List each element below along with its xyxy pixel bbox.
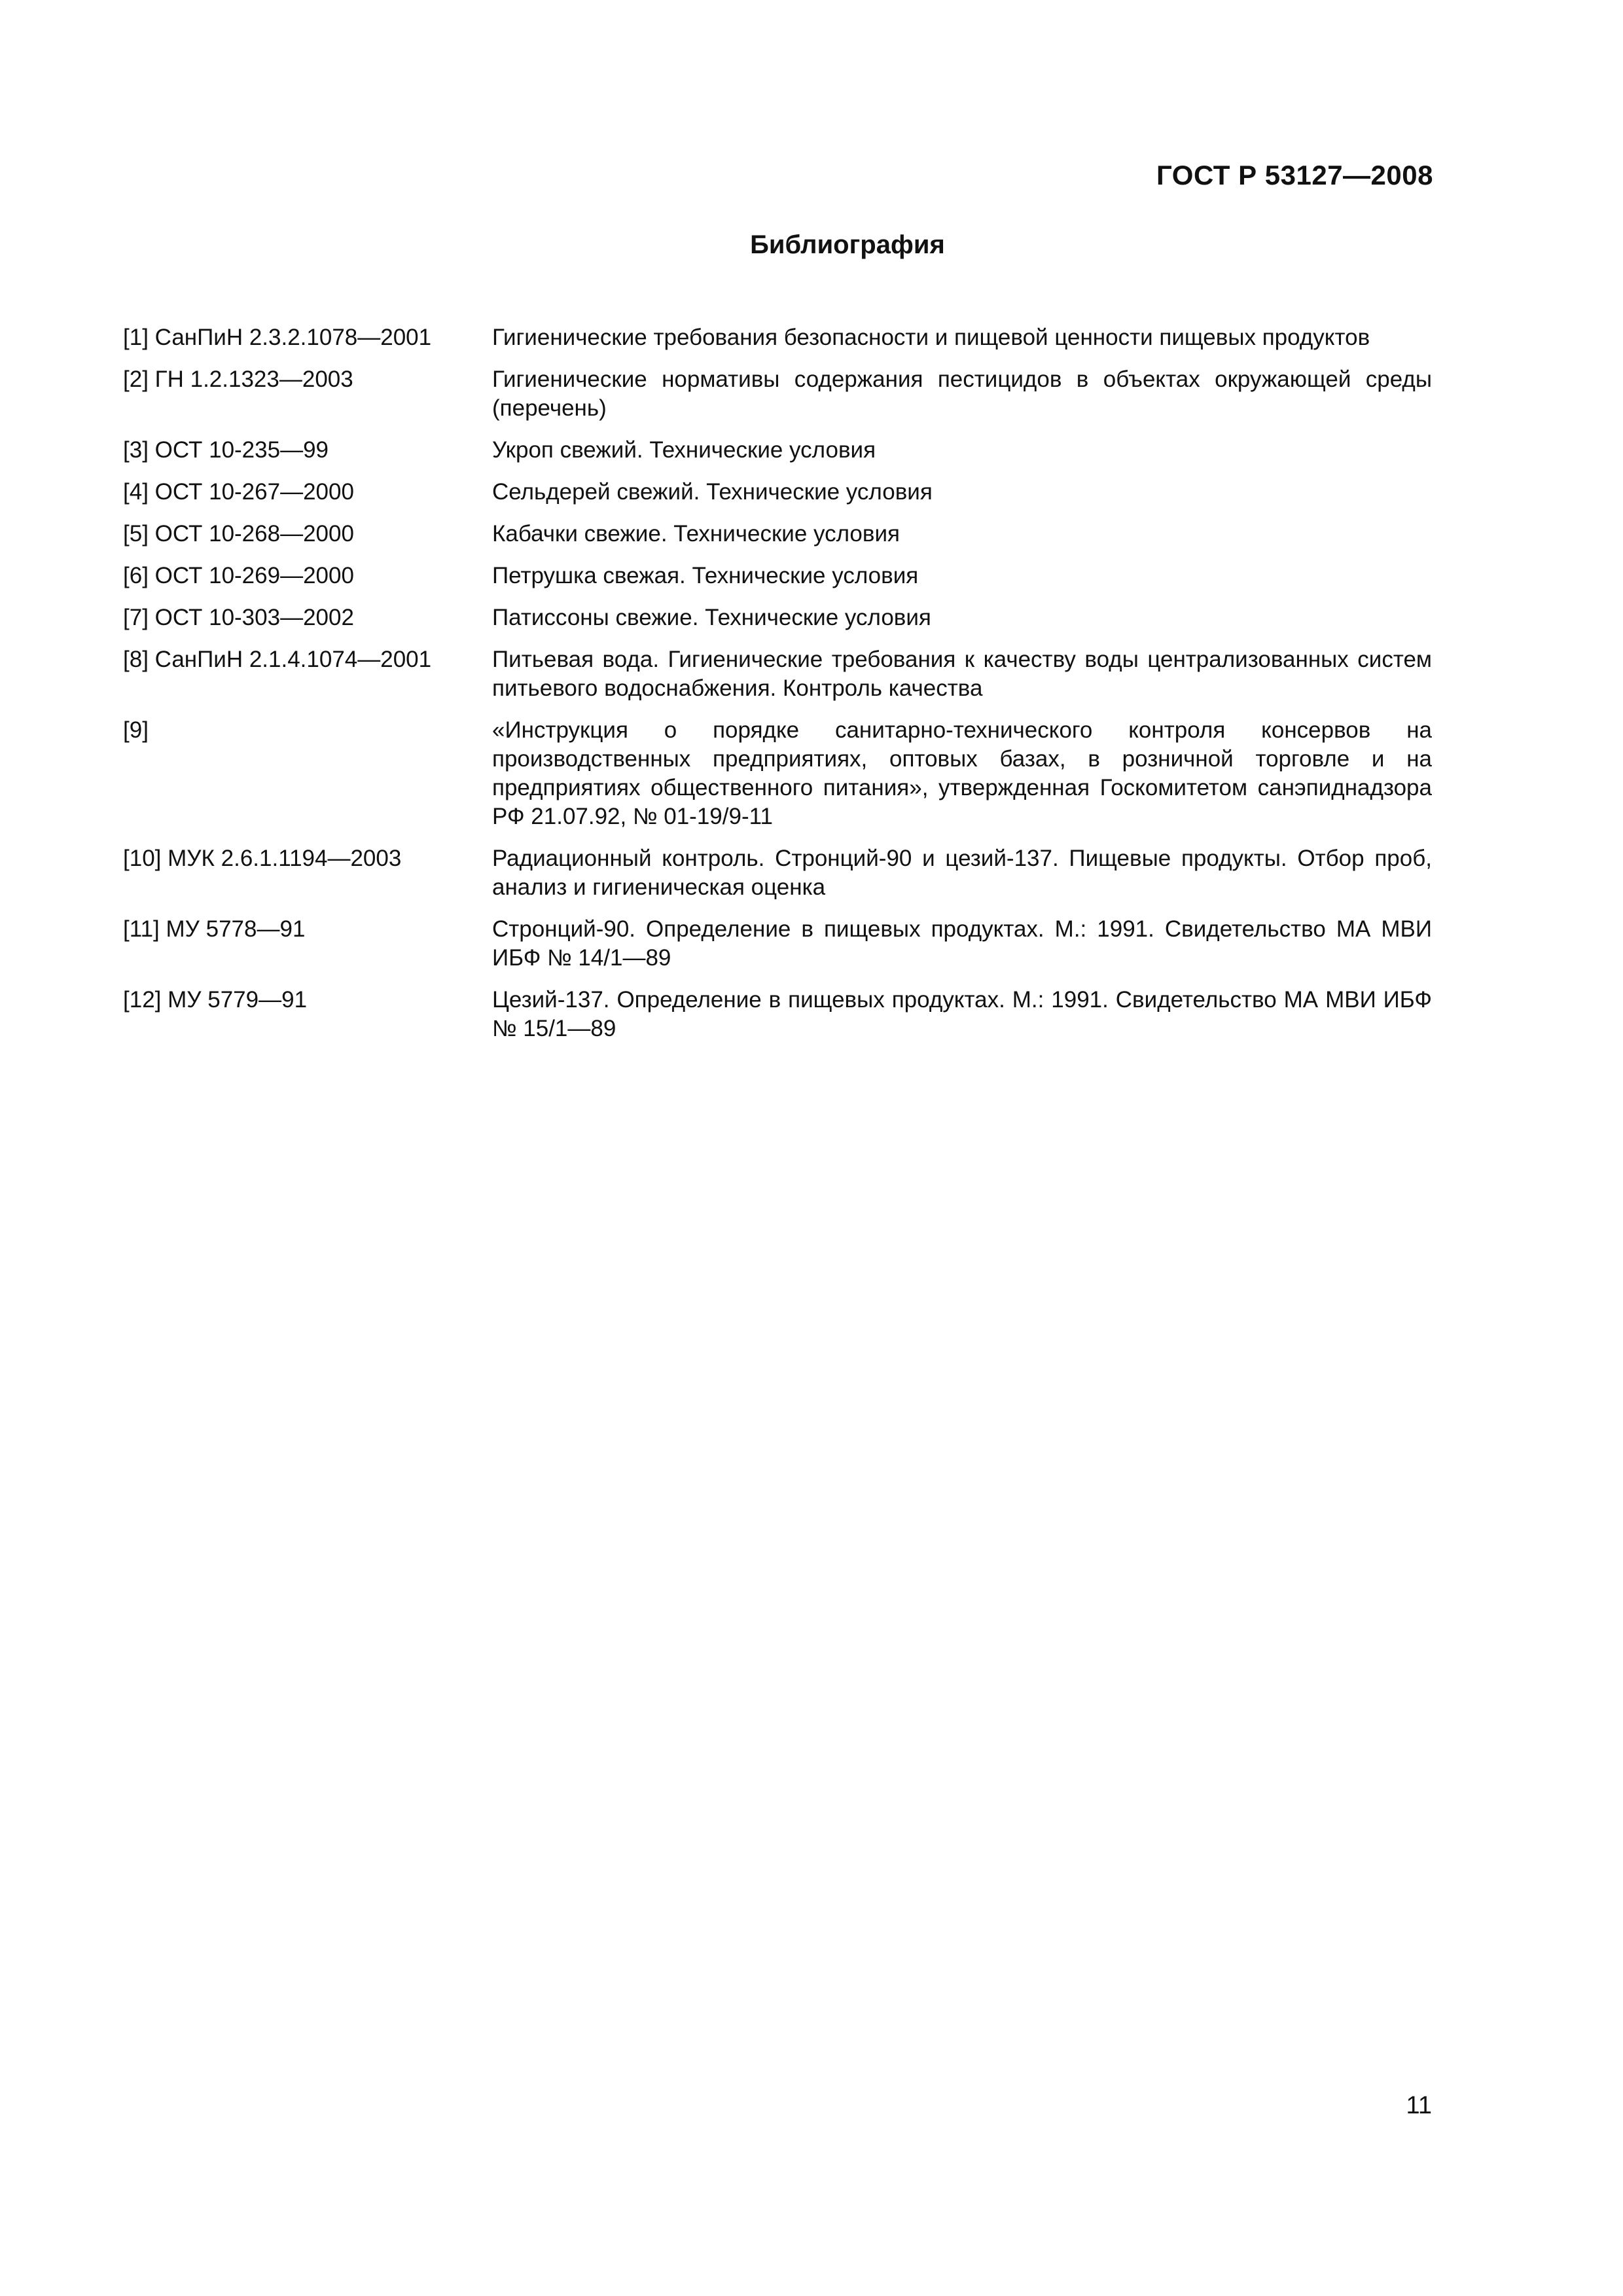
bibliography-entry bbox=[123, 323, 1432, 352]
entry-document: МУК 2.6.1.1194—2003 bbox=[168, 846, 402, 871]
entry-description: Укроп свежий. Технические условия bbox=[492, 437, 876, 463]
entry-number: [12] bbox=[123, 987, 162, 1013]
entry-reference bbox=[123, 844, 492, 873]
bibliography-entry bbox=[123, 915, 1432, 973]
bibliography-list bbox=[123, 323, 1432, 1043]
entry-description: Радиационный контроль. Стронций-90 и цезий-137. Пищевые продукты. Отбор проб, анализ и гигиеническая оценка bbox=[492, 846, 1432, 900]
entry-document: ОСТ 10-235—99 bbox=[154, 437, 329, 463]
bibliography-entry bbox=[123, 436, 1432, 465]
entry-document: СанПиН 2.3.2.1078—2001 bbox=[154, 325, 432, 350]
document-code: ГОСТ Р 53127—2008 bbox=[1156, 160, 1433, 190]
bibliography-title: Библиография bbox=[750, 230, 945, 259]
entry-reference bbox=[123, 915, 492, 944]
entry-reference bbox=[123, 562, 492, 590]
entry-reference bbox=[123, 478, 492, 507]
entry-number: [10] bbox=[123, 846, 162, 871]
entry-document: МУ 5779—91 bbox=[168, 987, 308, 1013]
bibliography-entry bbox=[123, 478, 1432, 507]
entry-number: [4] bbox=[123, 479, 149, 505]
entry-description: Кабачки свежие. Технические условия bbox=[492, 521, 900, 547]
bibliography-entry bbox=[123, 986, 1432, 1043]
bibliography-entry bbox=[123, 645, 1432, 703]
entry-document: ГН 1.2.1323—2003 bbox=[154, 367, 353, 392]
entry-description: Питьевая вода. Гигиенические требования к качеству воды централизованных систем питьевого водоснабжения. Контроль качества bbox=[492, 647, 1432, 701]
entry-description: «Инструкция о порядке санитарно-технического контроля консервов на производственных предприятиях, оптовых базах, в розничной торговле и на предприятиях общественного питания», утвержденная Госкомитетом санэпиднадзора РФ 21.07.92, № 01-19/9-11 bbox=[492, 717, 1432, 829]
entry-document: ОСТ 10-267—2000 bbox=[154, 479, 354, 505]
entry-reference bbox=[123, 603, 492, 632]
entry-reference bbox=[123, 323, 492, 352]
entry-reference bbox=[123, 365, 492, 394]
entry-reference bbox=[123, 436, 492, 465]
entry-description: Гигиенические нормативы содержания пестицидов в объектах окружающей среды (перечень) bbox=[492, 367, 1432, 421]
entry-number: [2] bbox=[123, 367, 149, 392]
entry-description: Цезий-137. Определение в пищевых продуктах. М.: 1991. Свидетельство МА МВИ ИБФ № 15/1—89 bbox=[492, 987, 1432, 1041]
page-number: 11 bbox=[1406, 2092, 1432, 2119]
entry-description: Стронций-90. Определение в пищевых продуктах. М.: 1991. Свидетельство МА МВИ ИБФ № 14/1—89 bbox=[492, 916, 1432, 971]
entry-document: СанПиН 2.1.4.1074—2001 bbox=[154, 647, 432, 672]
entry-number: [6] bbox=[123, 563, 149, 588]
entry-number: [7] bbox=[123, 605, 149, 630]
bibliography-entry bbox=[123, 520, 1432, 548]
entry-document: МУ 5778—91 bbox=[166, 916, 306, 942]
bibliography-entry bbox=[123, 716, 1432, 831]
entry-document: ОСТ 10-269—2000 bbox=[154, 563, 354, 588]
entry-reference bbox=[123, 716, 492, 745]
bibliography-entry bbox=[123, 603, 1432, 632]
entry-description: Петрушка свежая. Технические условия bbox=[492, 563, 919, 588]
entry-document: ОСТ 10-268—2000 bbox=[154, 521, 354, 547]
entry-number: [9] bbox=[123, 717, 149, 743]
entry-number: [1] bbox=[123, 325, 149, 350]
bibliography-entry bbox=[123, 365, 1432, 423]
entry-reference bbox=[123, 986, 492, 1014]
bibliography-entry bbox=[123, 562, 1432, 590]
entry-description: Патиссоны свежие. Технические условия bbox=[492, 605, 931, 630]
entry-description: Гигиенические требования безопасности и пищевой ценности пищевых продуктов bbox=[492, 325, 1370, 350]
entry-number: [8] bbox=[123, 647, 149, 672]
entry-reference bbox=[123, 520, 492, 548]
entry-number: [5] bbox=[123, 521, 149, 547]
entry-number: [3] bbox=[123, 437, 149, 463]
bibliography-entry bbox=[123, 844, 1432, 902]
entry-reference bbox=[123, 645, 492, 674]
entry-document: ОСТ 10-303—2002 bbox=[154, 605, 354, 630]
entry-number: [11] bbox=[123, 916, 160, 942]
entry-description: Сельдерей свежий. Технические условия bbox=[492, 479, 933, 505]
